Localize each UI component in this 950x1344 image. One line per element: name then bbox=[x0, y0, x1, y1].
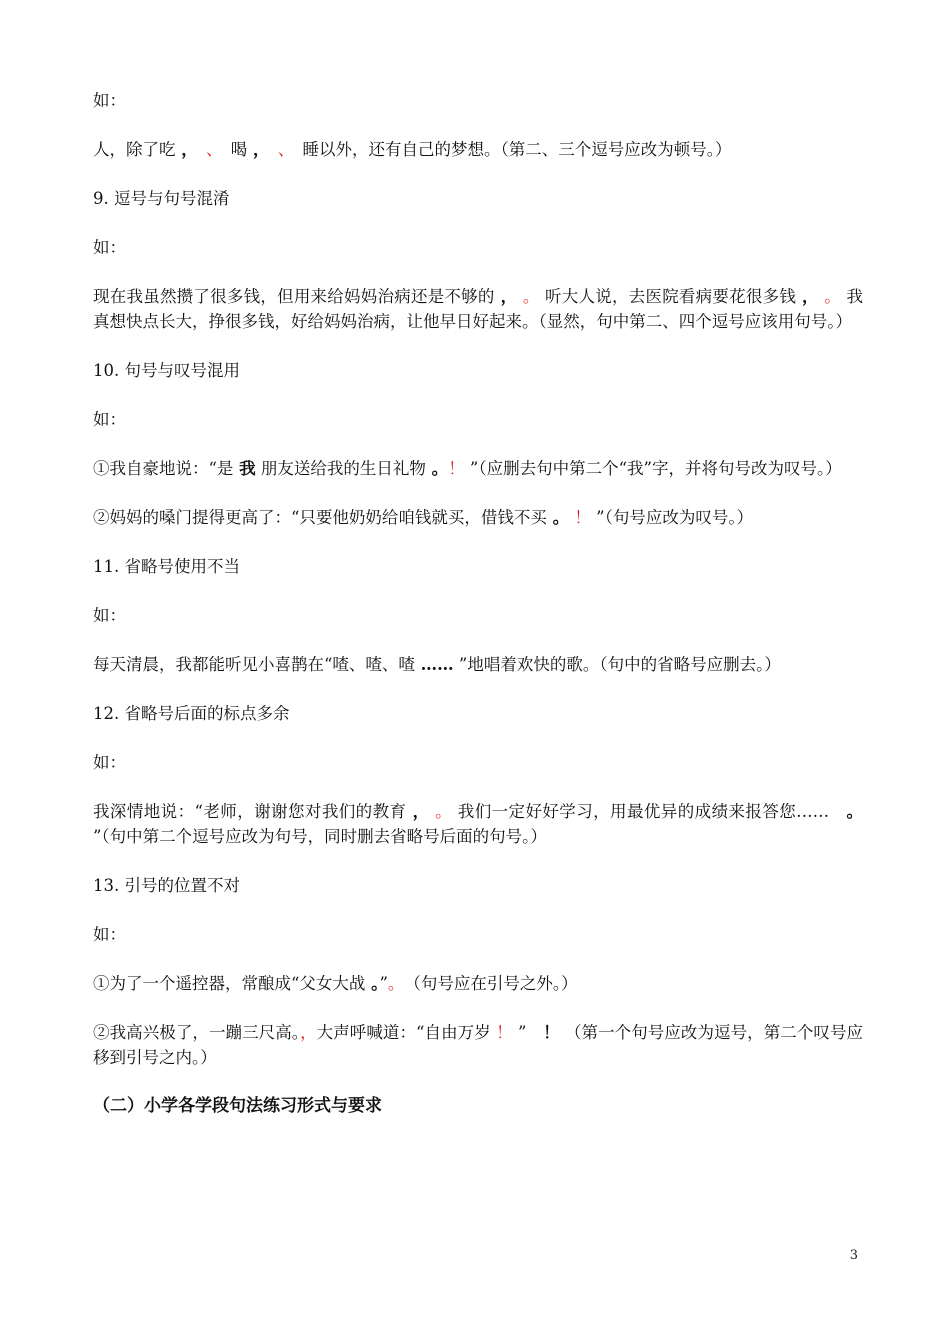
example-sentence-comma-pause bbox=[93, 137, 863, 162]
example-sentence-exclaim-2 bbox=[93, 505, 863, 530]
example-label: 如： bbox=[93, 925, 126, 944]
example-sentence-comma-period bbox=[93, 284, 863, 334]
extra-word: 我 bbox=[233, 459, 256, 478]
wrong-exclamation: ！ bbox=[526, 1023, 560, 1042]
example-sentence-ellipsis bbox=[93, 652, 863, 677]
text-segment: （第一个句号应改为逗号，第二个叹号应移到引号之内。） bbox=[93, 1023, 864, 1067]
document-body bbox=[93, 88, 863, 1119]
section-heading-9: 9. 逗号与句号混淆 bbox=[93, 189, 230, 208]
text-segment: ②我高兴极了，一蹦三尺高。 bbox=[93, 1023, 301, 1042]
example-label: 如： bbox=[93, 410, 126, 429]
text-segment: ” bbox=[379, 974, 388, 993]
example-sentence-ellipsis-extra bbox=[93, 799, 863, 849]
text-segment: 人，除了吃 bbox=[93, 140, 176, 159]
section-heading-13: 13. 引号的位置不对 bbox=[93, 876, 240, 895]
example-sentence-quote-1 bbox=[93, 971, 863, 996]
section-heading-2: （二）小学各学段句法练习形式与要求 bbox=[93, 1096, 382, 1116]
text-segment: ”（应删去句中第二个“我”字，并将句号改为叹号。） bbox=[464, 459, 842, 478]
correction-mark: ， bbox=[300, 1023, 317, 1042]
text-segment: （句号应在引号之外。） bbox=[396, 974, 578, 993]
example-sentence-exclaim-1 bbox=[93, 456, 863, 481]
text-segment: ”地唱着欢快的歌。（句中的省略号应删去。） bbox=[453, 655, 781, 674]
wrong-period: 。 bbox=[546, 508, 570, 527]
example-label: 如： bbox=[93, 606, 126, 625]
wrong-comma: ， bbox=[175, 140, 190, 159]
text-segment: ”（句号应改为叹号。） bbox=[590, 508, 754, 527]
correction-mark: 。 bbox=[387, 974, 397, 993]
page-number: 3 bbox=[849, 1248, 858, 1263]
text-segment: 朋友送给我的生日礼物 bbox=[255, 459, 426, 478]
example-sentence-quote-2 bbox=[93, 1020, 863, 1070]
correction-mark: ！ bbox=[448, 459, 465, 478]
example-label: 如： bbox=[93, 753, 126, 772]
text-segment: ” bbox=[512, 1023, 527, 1042]
wrong-comma: ， bbox=[247, 140, 262, 159]
wrong-period: 。 bbox=[425, 459, 449, 478]
text-segment: 睡以外，还有自己的梦想。（第二、三个逗号应改为顿号。） bbox=[286, 140, 732, 159]
text-segment: ”（句中第二个逗号应改为句号，同时删去省略号后面的句号。） bbox=[93, 827, 547, 846]
text-segment: ②妈妈的嗓门提得更高了：“只要他奶奶给咱钱就买，借钱不买 bbox=[93, 508, 547, 527]
wrong-comma: ， bbox=[796, 287, 819, 306]
correction-mark: ！ bbox=[569, 508, 591, 527]
correction-mark: 、 bbox=[189, 140, 215, 159]
text-segment: ①我自豪地说：“是 bbox=[93, 459, 234, 478]
section-heading-12: 12. 省略号后面的标点多余 bbox=[93, 704, 290, 723]
correction-mark: ！ bbox=[490, 1023, 513, 1042]
text-segment: 我们一定好好学习，用最优异的成绩来报答您…… bbox=[452, 802, 830, 821]
text-segment: 现在我虽然攒了很多钱，但用来给妈妈治病还是不够的 bbox=[93, 287, 495, 306]
section-heading-11: 11. 省略号使用不当 bbox=[93, 557, 240, 576]
text-segment: ①为了一个遥控器，常酿成“父女大战 bbox=[93, 974, 366, 993]
correction-mark: 、 bbox=[261, 140, 286, 159]
correction-mark: 。 bbox=[818, 287, 842, 306]
text-segment: 每天清晨，我都能听见小喜鹊在“喳、喳、喳 bbox=[93, 655, 415, 674]
wrong-period: 。 bbox=[365, 974, 380, 993]
extra-period: 。 bbox=[829, 802, 864, 821]
wrong-comma: ， bbox=[406, 802, 430, 821]
text-segment: 我深情地说：“老师，谢谢您对我们的教育 bbox=[93, 802, 407, 821]
text-segment: 喝 bbox=[214, 140, 248, 159]
text-segment: 听大人说，去医院看病要花很多钱 bbox=[539, 287, 797, 306]
wrong-comma: ， bbox=[494, 287, 518, 306]
wrong-ellipsis: …… bbox=[414, 655, 454, 674]
correction-mark: 。 bbox=[517, 287, 540, 306]
section-heading-10: 10. 句号与叹号混用 bbox=[93, 361, 240, 380]
example-label: 如： bbox=[93, 238, 126, 257]
correction-mark: 。 bbox=[429, 802, 453, 821]
text-segment: 大声呼喊道：“自由万岁 bbox=[316, 1023, 491, 1042]
text-segment: 我真想快点长大，挣很多钱，好给妈妈治病，让他早日好起来。（显然，句中第二、四个逗号应该用句号。） bbox=[93, 287, 863, 331]
example-label: 如： bbox=[93, 91, 126, 110]
